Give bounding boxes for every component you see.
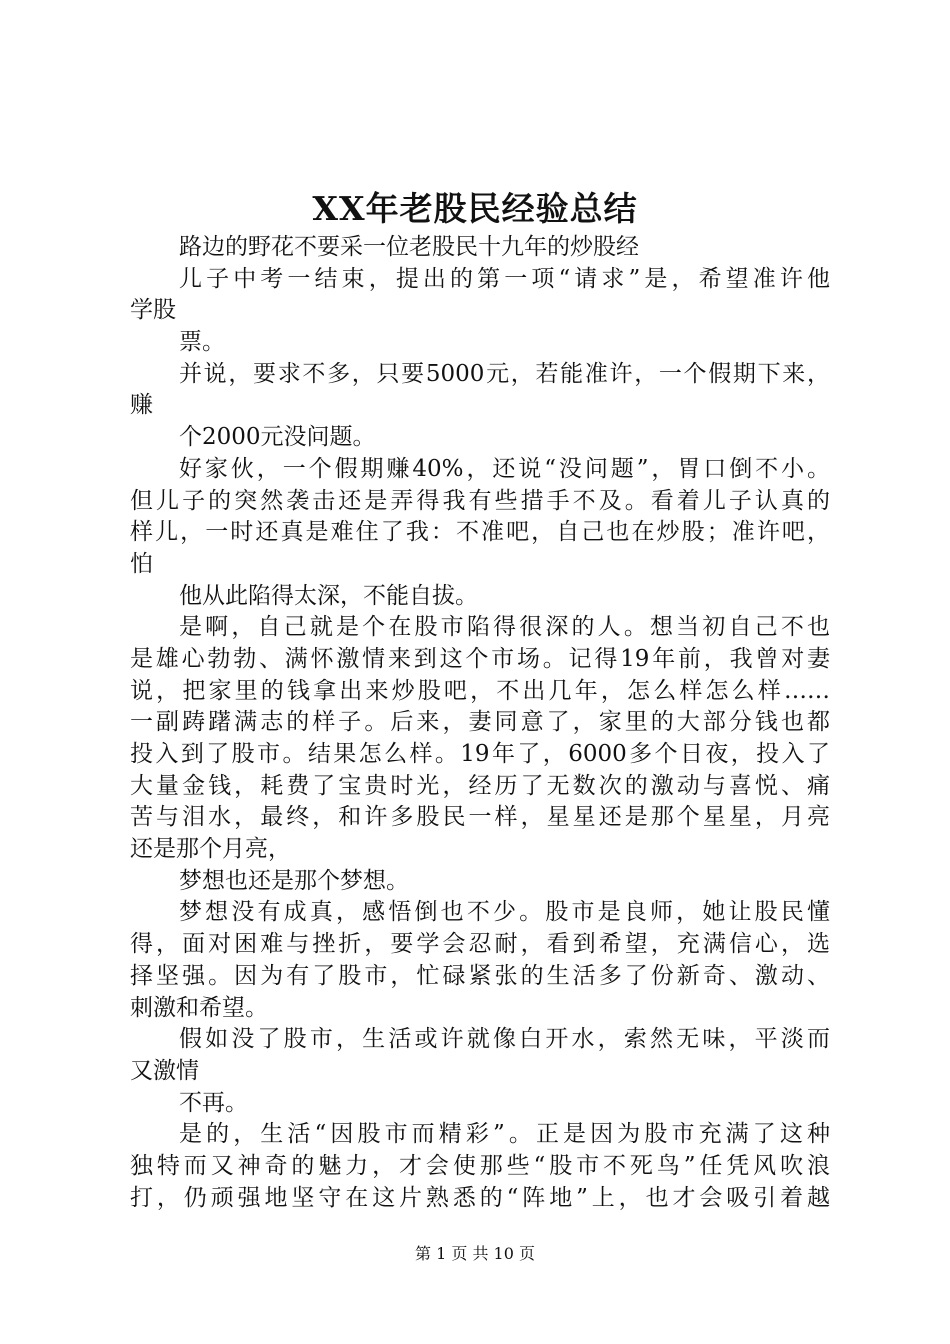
text-line: 打，仍顽强地坚守在这片熟悉的“阵地”上，也才会吸引着越: [130, 1184, 830, 1211]
text-line: 说，把家里的钱拿出来炒股吧，不出几年，怎么样怎么样……: [130, 677, 830, 704]
text-line: 是的，生活“因股市而精彩”。正是因为股市充满了这种: [179, 1121, 830, 1148]
text-line: 得，面对困难与挫折，要学会忍耐，看到希望，充满信心，选: [130, 931, 830, 958]
text-line: 是雄心勃勃、满怀激情来到这个市场。记得19年前，我曾对妻: [130, 645, 830, 672]
text-line: 独特而又神奇的魅力，才会使那些“股市不死鸟”任凭风吹浪: [130, 1152, 830, 1179]
text-line: 怕: [130, 550, 153, 577]
text-line: 儿子中考一结束，提出的第一项“请求”是，希望准许他: [179, 265, 830, 292]
text-line: 学股: [130, 297, 176, 324]
text-line: 择坚强。因为有了股市，忙碌紧张的生活多了份新奇、激动、: [130, 962, 830, 989]
document-body: [130, 232, 830, 1214]
text-line: 刺激和希望。: [130, 994, 268, 1021]
text-line: 并说，要求不多，只要5000元，若能准许，一个假期下来，: [179, 360, 830, 387]
text-line: 票。: [179, 329, 225, 356]
text-line: 假如没了股市，生活或许就像白开水，索然无味，平淡而: [179, 1026, 830, 1053]
text-line: 又激情: [130, 1057, 199, 1084]
text-line: 好家伙，一个假期赚40%，还说“没问题”，胃口倒不小。: [179, 455, 830, 482]
text-line: 一副踌躇满志的样子。后来，妻同意了，家里的大部分钱也都: [130, 709, 830, 736]
text-line: 大量金钱，耗费了宝贵时光，经历了无数次的激动与喜悦、痛: [130, 772, 830, 799]
text-line: 样儿，一时还真是难住了我：不准吧，自己也在炒股；准许吧，: [130, 519, 830, 546]
text-line: 个2000元没问题。: [179, 424, 376, 451]
text-line: 但儿子的突然袭击还是弄得我有些措手不及。看着儿子认真的: [130, 487, 830, 514]
text-line: 梦想也还是那个梦想。: [179, 867, 409, 894]
text-line: 不再。: [179, 1089, 248, 1116]
text-line: 梦想没有成真，感悟倒也不少。股市是良师，她让股民懂: [179, 899, 830, 926]
page-footer: 第 1 页 共 10 页: [415, 1244, 535, 1263]
text-line: 他从此陷得太深，不能自拔。: [179, 582, 478, 609]
text-line: 投入到了股市。结果怎么样。19年了，6000多个日夜，投入了: [130, 741, 830, 767]
text-line: 苦与泪水，最终，和许多股民一样，星星还是那个星星，月亮: [130, 804, 830, 831]
text-line: 还是那个月亮，: [130, 836, 291, 863]
document-title: XX年老股民经验总结: [312, 189, 638, 228]
text-line: 赚: [130, 392, 153, 419]
text-line: 路边的野花不要采一位老股民十九年的炒股经: [179, 234, 639, 260]
text-line: 是啊，自己就是个在股市陷得很深的人。想当初自己不也: [179, 614, 830, 641]
